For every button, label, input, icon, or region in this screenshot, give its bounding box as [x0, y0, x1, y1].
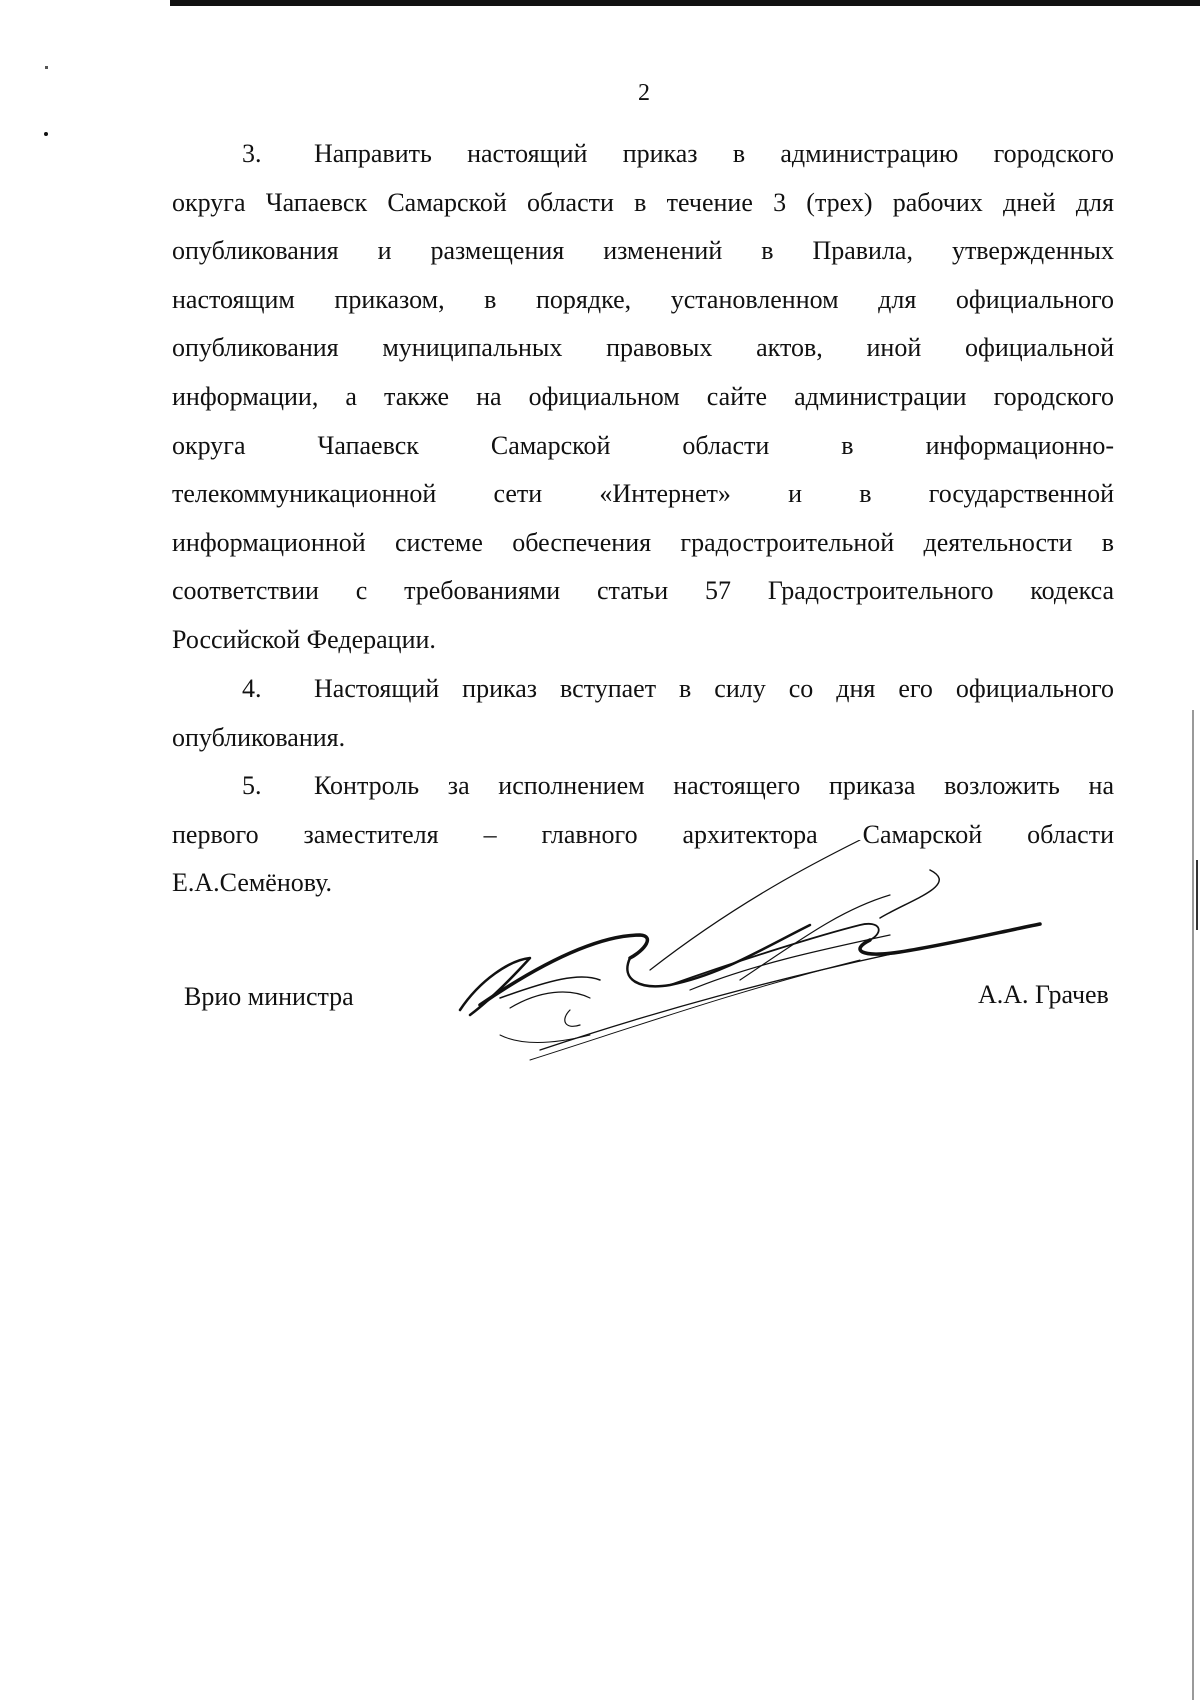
paragraph-line — [172, 762, 1114, 811]
margin-speck — [45, 66, 48, 69]
line-text: Контроль за исполнением настоящего приказа возложить на — [314, 771, 1114, 800]
paragraph-line — [172, 276, 1114, 325]
paragraph-line — [172, 179, 1114, 228]
line-text: округа Чапаевск Самарской области в информационно- — [172, 430, 1114, 460]
line-text: округа Чапаевск Самарской области в течение 3 (трех) рабочих дней для — [172, 187, 1114, 217]
line-text: соответствии с требованиями статьи 57 Градостроительного кодекса — [172, 576, 1114, 606]
paragraph-number: 3. — [242, 139, 262, 168]
line-text: настоящим приказом, в порядке, установленном для официального — [172, 284, 1114, 314]
paragraph-line — [172, 227, 1114, 276]
line-text: телекоммуникационной сети «Интернет» и в государственной — [172, 479, 1114, 509]
paragraph-line — [172, 470, 1114, 519]
paragraph-line — [172, 324, 1114, 373]
line-text: опубликования и размещения изменений в Правила, утвержденных — [172, 236, 1114, 266]
paragraph-line — [172, 567, 1114, 616]
margin-dot — [44, 132, 48, 136]
paragraph-number: 4. — [242, 674, 262, 703]
page-number: 2 — [638, 80, 650, 106]
paragraph-4 — [172, 665, 1114, 762]
paragraph-line — [172, 130, 1114, 179]
line-text: первого заместителя – главного архитектора Самарской области — [172, 819, 1114, 849]
line-text: Е.А.Семёнову. — [172, 868, 333, 898]
line-text: Российской Федерации. — [172, 624, 436, 654]
line-text: Направить настоящий приказ в администрацию городского — [314, 139, 1114, 168]
paragraph-line — [172, 714, 1114, 763]
paragraph-3 — [172, 130, 1114, 665]
top-scan-border — [170, 0, 1200, 6]
handwritten-signature-icon — [440, 840, 1080, 1080]
paragraph-line — [172, 373, 1114, 422]
line-text: опубликования. — [172, 722, 346, 752]
scan-edge-line-dark — [1196, 860, 1198, 930]
paragraph-number: 5. — [242, 771, 262, 800]
signatory-role: Врио министра — [184, 982, 354, 1011]
paragraph-line — [172, 616, 1114, 665]
paragraph-line — [172, 422, 1114, 471]
paragraph-line — [172, 519, 1114, 568]
line-text: опубликования муниципальных правовых актов, иной официальной — [172, 333, 1114, 363]
scan-edge-line — [1192, 710, 1194, 1700]
line-text: информационной системе обеспечения градостроительной деятельности в — [172, 527, 1114, 557]
paragraph-line — [172, 665, 1114, 714]
line-text: Настоящий приказ вступает в силу со дня его официального — [314, 674, 1114, 703]
signatory-name: А.А. Грачев — [978, 980, 1109, 1009]
line-text: информации, а также на официальном сайте администрации городского — [172, 381, 1114, 411]
